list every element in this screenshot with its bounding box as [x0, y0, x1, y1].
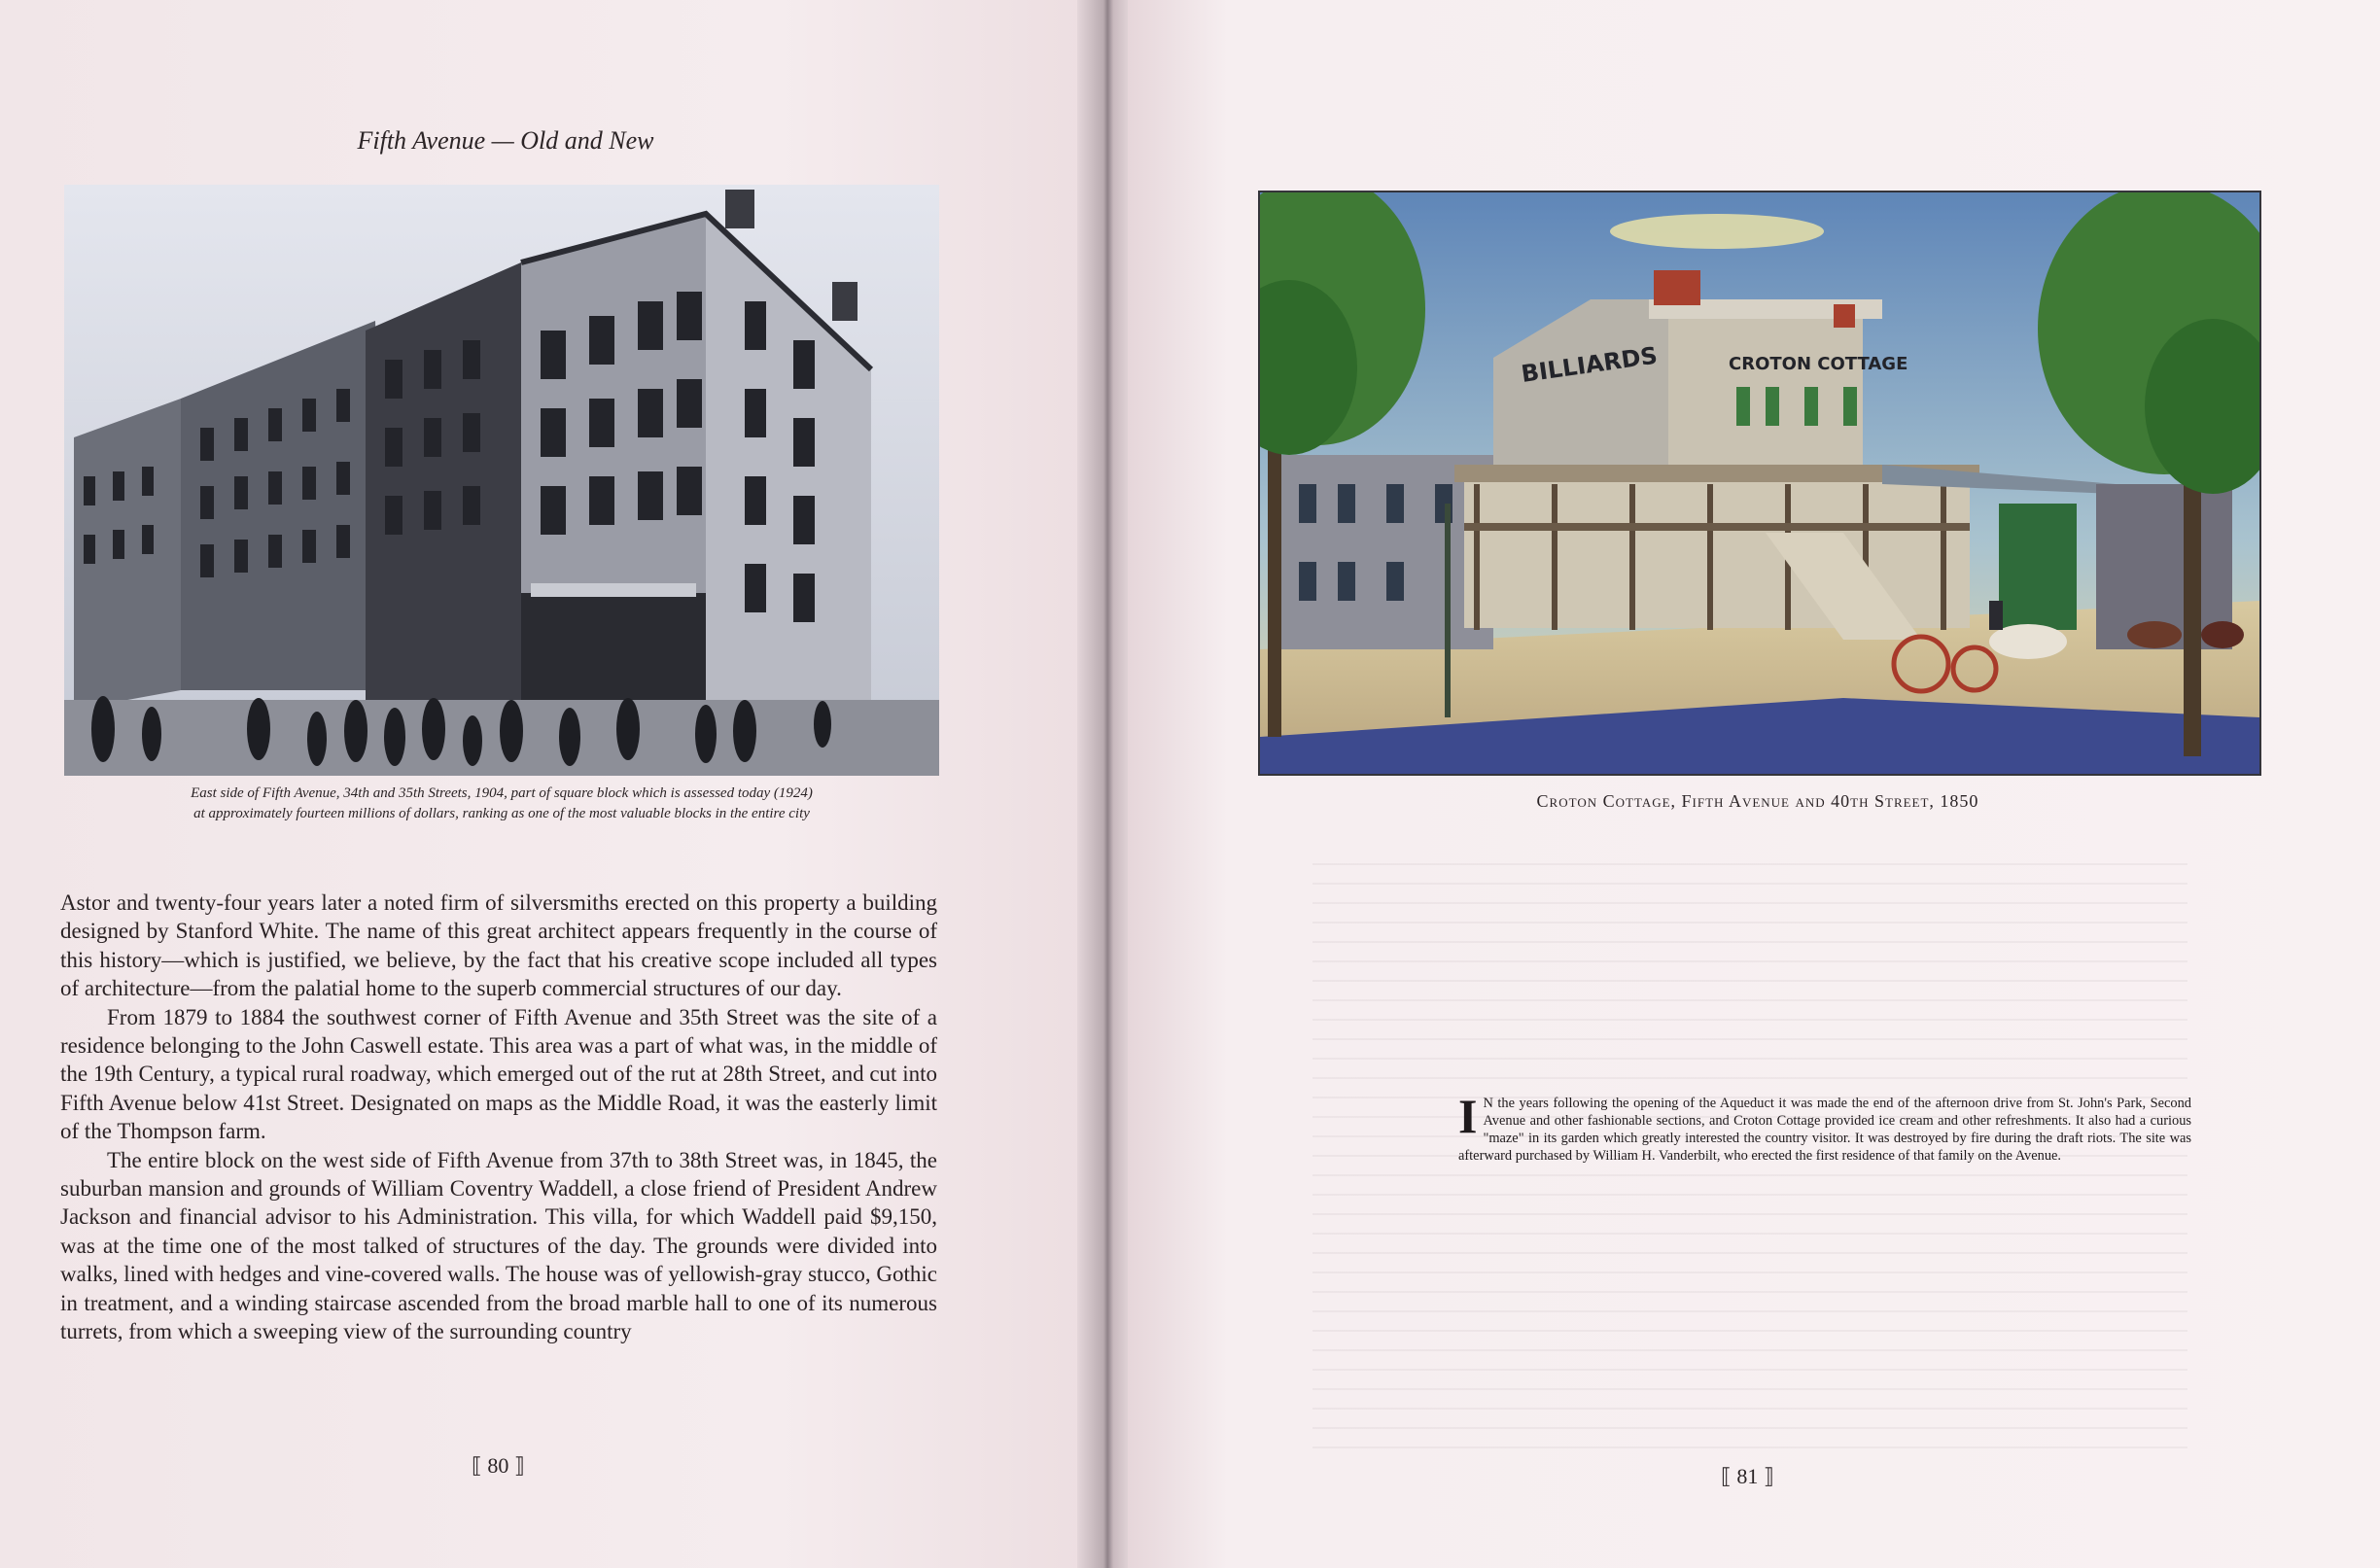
plate-caption: Croton Cottage, Fifth Avenue and 40th Street, 1850 [1536, 791, 1979, 811]
body-text [60, 889, 937, 1346]
sidebar-note [1458, 1089, 2191, 1165]
left-page [0, 0, 1108, 1568]
photo-caption-line-1: East side of Fifth Avenue, 34th and 35th Streets, 1904, part of square block which is assessed today (1924) [191, 785, 813, 801]
drop-cap: I [1458, 1089, 1478, 1143]
color-plate-croton-cottage [1258, 191, 2261, 776]
page-number-left: ⟦ 80 ⟧ [472, 1453, 525, 1478]
body-paragraph-3: The entire block on the west side of Fifth Avenue from 37th to 38th Street was, in 1845, the suburban mansion and grounds of William Coventry Waddell, a close friend of President Andrew Jackson and financial advisor to his Administration. This villa, for which Waddell paid $9,150, was at the time one of the most talked of structures of the day. The grounds were divided into walks, lined with hedges and vine-covered walls. The house was of yellowish-gray stucco, Gothic in treatment, and a winding staircase ascended from the broad marble hall to one of its numerous turrets, from which a sweeping view of the surrounding country [60, 1147, 937, 1344]
body-paragraph-1: Astor and twenty-four years later a noted firm of silversmiths erected on this property a building designed by Stanford White. The name of this great architect appears frequently in the course of this history—which is justified, we believe, by the fact that his creative scope included all types of architecture—from the palatial home to the superb commercial structures of our day. [60, 890, 937, 1001]
sidebar-note-text: N the years following the opening of the Aqueduct it was made the end of the afternoon drive from St. John's Park, Second Avenue and other fashionable sections, and Croton Cottage provided ice cream and other refreshments. It also had a curious "maze" in its garden which greatly interested the country visitor. It was destroyed by fire during the draft riots. The site was afterward purchased by William H. Vanderbilt, who erected the first residence of that family on the Avenue. [1458, 1096, 2191, 1164]
running-head: Fifth Avenue — Old and New [357, 126, 654, 155]
body-paragraph-2: From 1879 to 1884 the southwest corner of Fifth Avenue and 35th Street was the site of a residence belonging to the John Caswell estate. This area was a part of what was, in the middle of the 19th Century, a typical rural roadway, which emerged out of the rut at 28th Street, and cut into Fifth Avenue below 41st Street. Designated on maps as the Middle Road, it was the easterly limit of the Thompson farm. [60, 1004, 937, 1144]
photo-caption-line-2: at approximately fourteen millions of dollars, ranking as one of the most valuable blocks in the entire city [193, 806, 810, 821]
photo-caption [64, 784, 939, 824]
sign-billiards: BILLIARDS [1519, 341, 1660, 388]
book-gutter [1077, 0, 1136, 1568]
sign-croton-cottage: CROTON COTTAGE [1729, 354, 1908, 374]
page-number-right: ⟦ 81 ⟧ [1721, 1464, 1774, 1488]
photo-fifth-avenue-buildings [64, 185, 939, 776]
